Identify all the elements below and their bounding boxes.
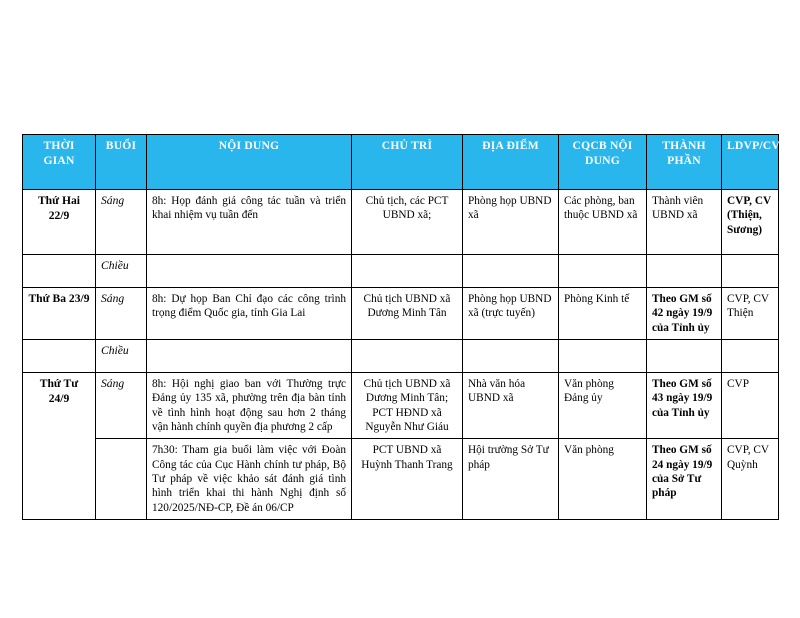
- cell-ldvp: CVP, CV Quỳnh: [722, 439, 779, 520]
- weekly-schedule-table: [22, 134, 779, 520]
- cell-ldvp: CVP: [722, 373, 779, 439]
- cell-ldvp: [722, 340, 779, 373]
- schedule-sheet: [22, 134, 778, 520]
- cell-dia-diem: [463, 255, 559, 288]
- cell-noi-dung: 8h: Họp đánh giá công tác tuần và triển khai nhiệm vụ tuần đến: [147, 190, 352, 255]
- table-row: [23, 439, 779, 520]
- cell-chu-tri: [352, 340, 463, 373]
- cell-dia-diem: [463, 340, 559, 373]
- cell-thanh-phan: Theo GM số 43 ngày 19/9 của Tỉnh ủy: [647, 373, 722, 439]
- column-header-thanh-phan: THÀNH PHẦN: [647, 135, 722, 190]
- table-row: [23, 288, 779, 340]
- cell-cqcb: [559, 255, 647, 288]
- cell-ldvp: CVP, CV (Thiện, Sương): [722, 190, 779, 255]
- column-header-dia-diem: ĐỊA ĐIỂM: [463, 135, 559, 190]
- cell-ldvp: CVP, CV Thiện: [722, 288, 779, 340]
- table-row: [23, 255, 779, 288]
- cell-dia-diem: Hội trường Sở Tư pháp: [463, 439, 559, 520]
- cell-chu-tri: [352, 255, 463, 288]
- cell-thanh-phan: Theo GM số 42 ngày 19/9 của Tỉnh ủy: [647, 288, 722, 340]
- cell-dia-diem: Phòng họp UBND xã: [463, 190, 559, 255]
- cell-buoi: Sáng: [96, 288, 147, 340]
- column-header-noi-dung: NỘI DUNG: [147, 135, 352, 190]
- column-header-ldvp-cv: LDVP/CV: [722, 135, 779, 190]
- cell-buoi: [96, 439, 147, 520]
- cell-noi-dung: 7h30: Tham gia buổi làm việc với Đoàn Công tác của Cục Hành chính tư pháp, Bộ Tư pháp về việc khảo sát đánh giá tình hình triển khai thi hành Nghị định số 120/2025/NĐ-CP, Đề án 06/CP: [147, 439, 352, 520]
- cell-cqcb: Văn phòng: [559, 439, 647, 520]
- column-header-buoi: BUỔI: [96, 135, 147, 190]
- cell-thoi-gian: [23, 255, 96, 288]
- cell-buoi: Sáng: [96, 373, 147, 439]
- cell-thoi-gian: [23, 340, 96, 373]
- cell-buoi: Chiều: [96, 255, 147, 288]
- cell-thanh-phan: [647, 255, 722, 288]
- cell-thanh-phan: Thành viên UBND xã: [647, 190, 722, 255]
- cell-chu-tri: PCT UBND xã Huỳnh Thanh Trang: [352, 439, 463, 520]
- cell-noi-dung: [147, 340, 352, 373]
- table-body: [23, 190, 779, 520]
- table-row: [23, 373, 779, 439]
- column-header-thoi-gian: THỜI GIAN: [23, 135, 96, 190]
- cell-ldvp: [722, 255, 779, 288]
- cell-noi-dung: [147, 255, 352, 288]
- cell-buoi: Sáng: [96, 190, 147, 255]
- cell-chu-tri: Chủ tịch UBND xã Dương Minh Tân: [352, 288, 463, 340]
- cell-cqcb: Các phòng, ban thuộc UBND xã: [559, 190, 647, 255]
- cell-noi-dung: 8h: Hội nghị giao ban với Thường trực Đảng ủy 135 xã, phường trên địa bàn tỉnh về tình hình hoạt động sau hơn 2 tháng vận hành chính quyền địa phương 2 cấp: [147, 373, 352, 439]
- table-row: [23, 340, 779, 373]
- cell-chu-tri: Chủ tịch, các PCT UBND xã;: [352, 190, 463, 255]
- cell-thanh-phan: Theo GM số 24 ngày 19/9 của Sở Tư pháp: [647, 439, 722, 520]
- cell-cqcb: Phòng Kinh tế: [559, 288, 647, 340]
- cell-dia-diem: Phòng họp UBND xã (trực tuyến): [463, 288, 559, 340]
- cell-chu-tri: Chủ tịch UBND xã Dương Minh Tân; PCT HĐND xã Nguyễn Như Giáu: [352, 373, 463, 439]
- cell-cqcb: [559, 340, 647, 373]
- cell-noi-dung: 8h: Dự họp Ban Chỉ đạo các công trình trọng điểm Quốc gia, tỉnh Gia Lai: [147, 288, 352, 340]
- cell-thoi-gian: Thứ Hai 22/9: [23, 190, 96, 255]
- cell-thoi-gian: Thứ Tư 24/9: [23, 373, 96, 520]
- table-header-row: [23, 135, 779, 190]
- cell-thoi-gian: Thứ Ba 23/9: [23, 288, 96, 340]
- column-header-cqcb-noi-dung: CQCB NỘI DUNG: [559, 135, 647, 190]
- cell-cqcb: Văn phòng Đảng ủy: [559, 373, 647, 439]
- cell-dia-diem: Nhà văn hóa UBND xã: [463, 373, 559, 439]
- column-header-chu-tri: CHỦ TRÌ: [352, 135, 463, 190]
- table-row: [23, 190, 779, 255]
- cell-buoi: Chiều: [96, 340, 147, 373]
- table-header: [23, 135, 779, 190]
- cell-thanh-phan: [647, 340, 722, 373]
